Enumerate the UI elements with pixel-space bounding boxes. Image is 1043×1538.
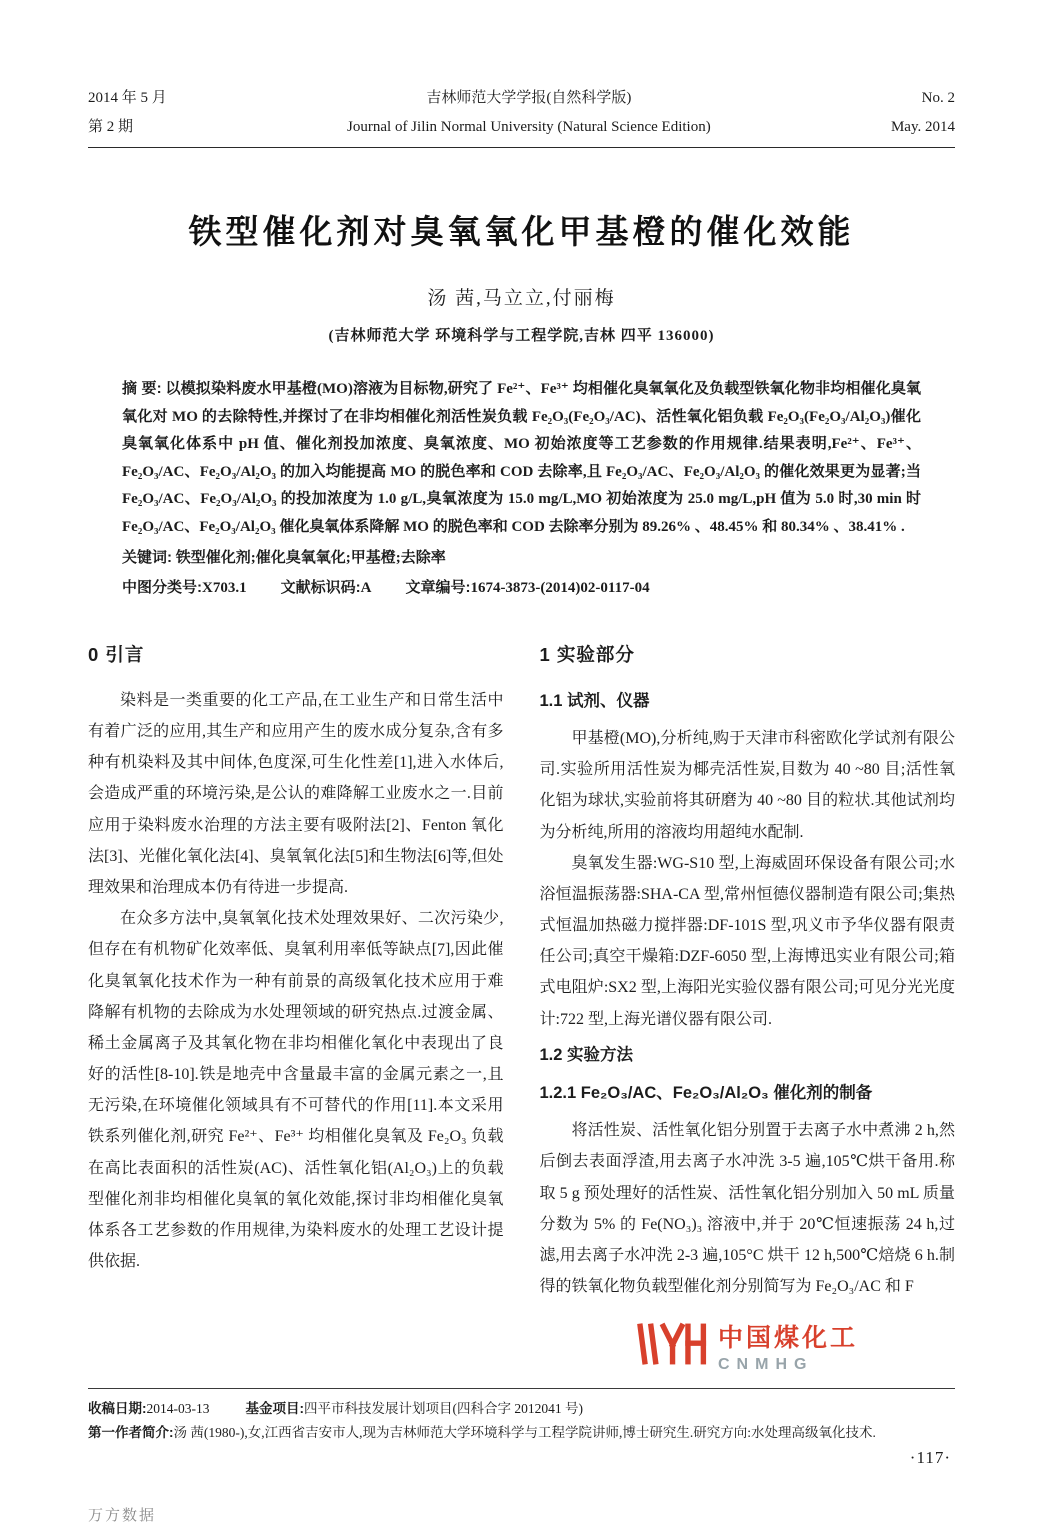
abstract-block: [122, 375, 921, 603]
abstract: [122, 375, 921, 542]
header-right: [891, 84, 955, 141]
doc-code-label: 文献标识码:: [280, 579, 361, 597]
watermark-name-en: CNMHG: [718, 1356, 814, 1373]
classification-line: [122, 574, 921, 603]
fund-value: 四平市科技发展计划项目(四科合字 2012041 号): [304, 1401, 583, 1416]
right-column: [540, 629, 956, 1337]
header-issue-no: No. 2: [921, 90, 955, 106]
experiment-paragraph: 甲基橙(MO),分析纯,购于天津市科密欧化学试剂有限公司.实验所用活性炭为椰壳活性炭,目数为 40 ~80 目;活性氧化铝为球状,实验前将其研磨为 40 ~80 目的粒状.其他试剂均为分析纯,所用的溶液均用超纯水配制.: [539, 729, 955, 841]
header-date-en: May. 2014: [890, 118, 955, 135]
watermark-name-cn: 中国煤化工: [718, 1324, 859, 1352]
article-affiliation: (吉林师范大学 环境科学与工程学院,吉林 四平 136000): [328, 328, 715, 344]
footnotes: [88, 1388, 955, 1444]
doc-code-value: A: [360, 580, 372, 597]
cnmhg-watermark: [630, 1310, 896, 1382]
fund-label: 基金项目:: [245, 1401, 304, 1416]
page-number: ·117·: [909, 1448, 951, 1467]
section-heading-intro: 0 引言: [88, 643, 145, 665]
experiment-paragraph: 将活性炭、活性氧化铝分别置于去离子水中煮沸 2 h,然后倒去表面浮渣,用去离子水冲洗 3-5 遍,105℃烘干备用.称取 5 g 预处理好的活性炭、活性氧化铝分别加入 50 mL 质量分数为 5% 的 Fe(NO₃)₃ 溶液中,并于 20℃恒速振荡 24 h,过滤,用去离子水冲洗 2-3 遍,105°C 烘干 12 h,500℃焙烧 6 h.制得的铁氧化物负载型催化剂分别简写为 Fe₂O₃/AC 和 F: [539, 1122, 955, 1296]
clc-value: X703.1: [202, 580, 247, 597]
received-date-label: 收稿日期:: [88, 1401, 147, 1416]
header-center: [347, 84, 711, 141]
journal-title-cn: 吉林师范大学学报(自然科学版): [426, 90, 632, 106]
first-author-value: 汤 茜(1980-),女,江西省吉安市人,现为吉林师范大学环境科学与工程学院讲师,博士研究生.研究方向:水处理高级氧化技术.: [173, 1424, 876, 1440]
cnmhg-logo-icon: [634, 1321, 708, 1372]
left-column: [88, 629, 504, 1337]
keywords: [122, 544, 921, 573]
article-body: [88, 629, 955, 1337]
section-heading-experiment: 1 实验部分: [539, 643, 635, 665]
first-author-label: 第一作者简介:: [88, 1424, 174, 1440]
article-title: 铁型催化剂对臭氧氧化甲基橙的催化效能: [188, 213, 855, 250]
subsection-heading-catalyst-prep: 1.2.1 Fe₂O₃/AC、Fe₂O₃/Al₂O₃ 催化剂的制备: [539, 1084, 873, 1103]
footnote-line-1: [88, 1397, 955, 1421]
header-left: [88, 84, 167, 141]
abstract-label: 摘 要:: [122, 380, 162, 397]
article-id-value: 1674-3873-(2014)02-0117-04: [470, 580, 650, 597]
clc-label: 中图分类号:: [122, 579, 202, 597]
abstract-text: 以模拟染料废水甲基橙(MO)溶液为目标物,研究了 Fe²⁺、Fe³⁺ 均相催化臭氧氧化及负载型铁氧化物非均相催化臭氧氧化对 MO 的去除特性,并探讨了在非均相催化剂活性炭负载 Fe₂O₃(Fe₂O₃/AC)、活性氧化铝负载 Fe₂O₃(Fe₂O₃/Al₂O₃)催化臭氧氧化体系中 pH 值、催化剂投加浓度、臭氧浓度、MO 初始浓度等工艺参数的作用规律.结果表明,Fe²⁺、Fe³⁺、Fe₂O₃/AC、Fe₂O₃/Al₂O₃ 的加入均能提高 MO 的脱色率和 COD 去除率,且 Fe₂O₃/AC、Fe₂O₃/Al₂O₃ 的催化效果更为显著;当 Fe₂O₃/AC、Fe₂O₃/Al₂O₃ 的投加浓度为 1.0 g/L,臭氧浓度为 15.0 mg/L,MO 初始浓度为 25.0 mg/L,pH 值为 5.0 时,30 min 时 Fe₂O₃/AC、Fe₂O₃/Al₂O₃ 催化臭氧体系降解 MO 的脱色率和 COD 去除率分别为 89.26% 、48.45% 和 80.34% 、38.41% .: [122, 381, 921, 535]
article-id-label: 文章编号:: [405, 579, 471, 597]
keywords-text: 铁型催化剂;催化臭氧氧化;甲基橙;去除率: [175, 549, 446, 566]
intro-paragraph: 在众多方法中,臭氧氧化技术处理效果好、二次污染少,但存在有机物矿化效率低、臭氧利用率低等缺点[7],因此催化臭氧氧化技术作为一种有前景的高级氧化技术应用于难降解有机物的去除成为水处理领域的研究热点.过渡金属、稀土金属离子及其氧化物在非均相催化氧化中表现出了良好的活性[8-10].铁是地壳中含量最丰富的金属元素之一,且无污染,在环境催化领域具有不可替代的作用[11].本文采用铁系列催化剂,研究 Fe²⁺、Fe³⁺ 均相催化臭氧及 Fe₂O₃ 负载在高比表面积的活性炭(AC)、活性氧化铝(Al₂O₃)上的负载型催化剂非均相催化臭氧的氧化效能,探讨非均相催化臭氧体系各工艺参数的作用规律,为染料废水的处理工艺设计提供依据.: [88, 910, 504, 1271]
subsection-heading-reagents: 1.1 试剂、仪器: [539, 691, 650, 710]
footnote-line-2: [88, 1421, 955, 1445]
journal-title-en: Journal of Jilin Normal University (Natural Science Edition): [347, 118, 711, 135]
article-authors: 汤 茜,马立立,付丽梅: [427, 288, 616, 309]
watermark-text: [718, 1318, 858, 1374]
subsection-heading-methods: 1.2 实验方法: [539, 1045, 634, 1064]
header-divider: [88, 147, 955, 148]
header-issue-cn: 第 2 期: [88, 118, 134, 135]
keywords-label: 关键词:: [122, 548, 172, 566]
experiment-paragraph: 臭氧发生器:WG-S10 型,上海威固环保设备有限公司;水浴恒温振荡器:SHA-CA 型,常州恒德仪器制造有限公司;集热式恒温加热磁力搅拌器:DF-101S 型,巩义市予华仪器有限责任公司;真空干燥箱:DZF-6050 型,上海博迅实业有限公司;箱式电阻炉:SX2 型,上海阳光实验仪器有限公司;可见分光光度计:722 型,上海光谱仪器有限公司.: [539, 854, 955, 1028]
header-date-cn: 2014 年 5 月: [88, 90, 167, 106]
journal-header: [88, 84, 955, 141]
received-date-value: 2014-03-13: [146, 1401, 210, 1416]
intro-paragraph: 染料是一类重要的化工产品,在工业生产和日常生活中有着广泛的应用,其生产和应用产生的废水成分复杂,含有多种有机染料及其中间体,色度深,可生化性差[1],进入水体后,会造成严重的环境污染,是公认的难降解工业废水之一.目前应用于染料废水治理的方法主要有吸附法[2]、Fenton 氧化法[3]、光催化氧化法[4]、臭氧氧化法[5]和生物法[6]等,但处理效果和治理成本仍有待进一步提高.: [88, 691, 504, 896]
wanfang-scan-mark: 万方数据: [88, 1508, 157, 1524]
